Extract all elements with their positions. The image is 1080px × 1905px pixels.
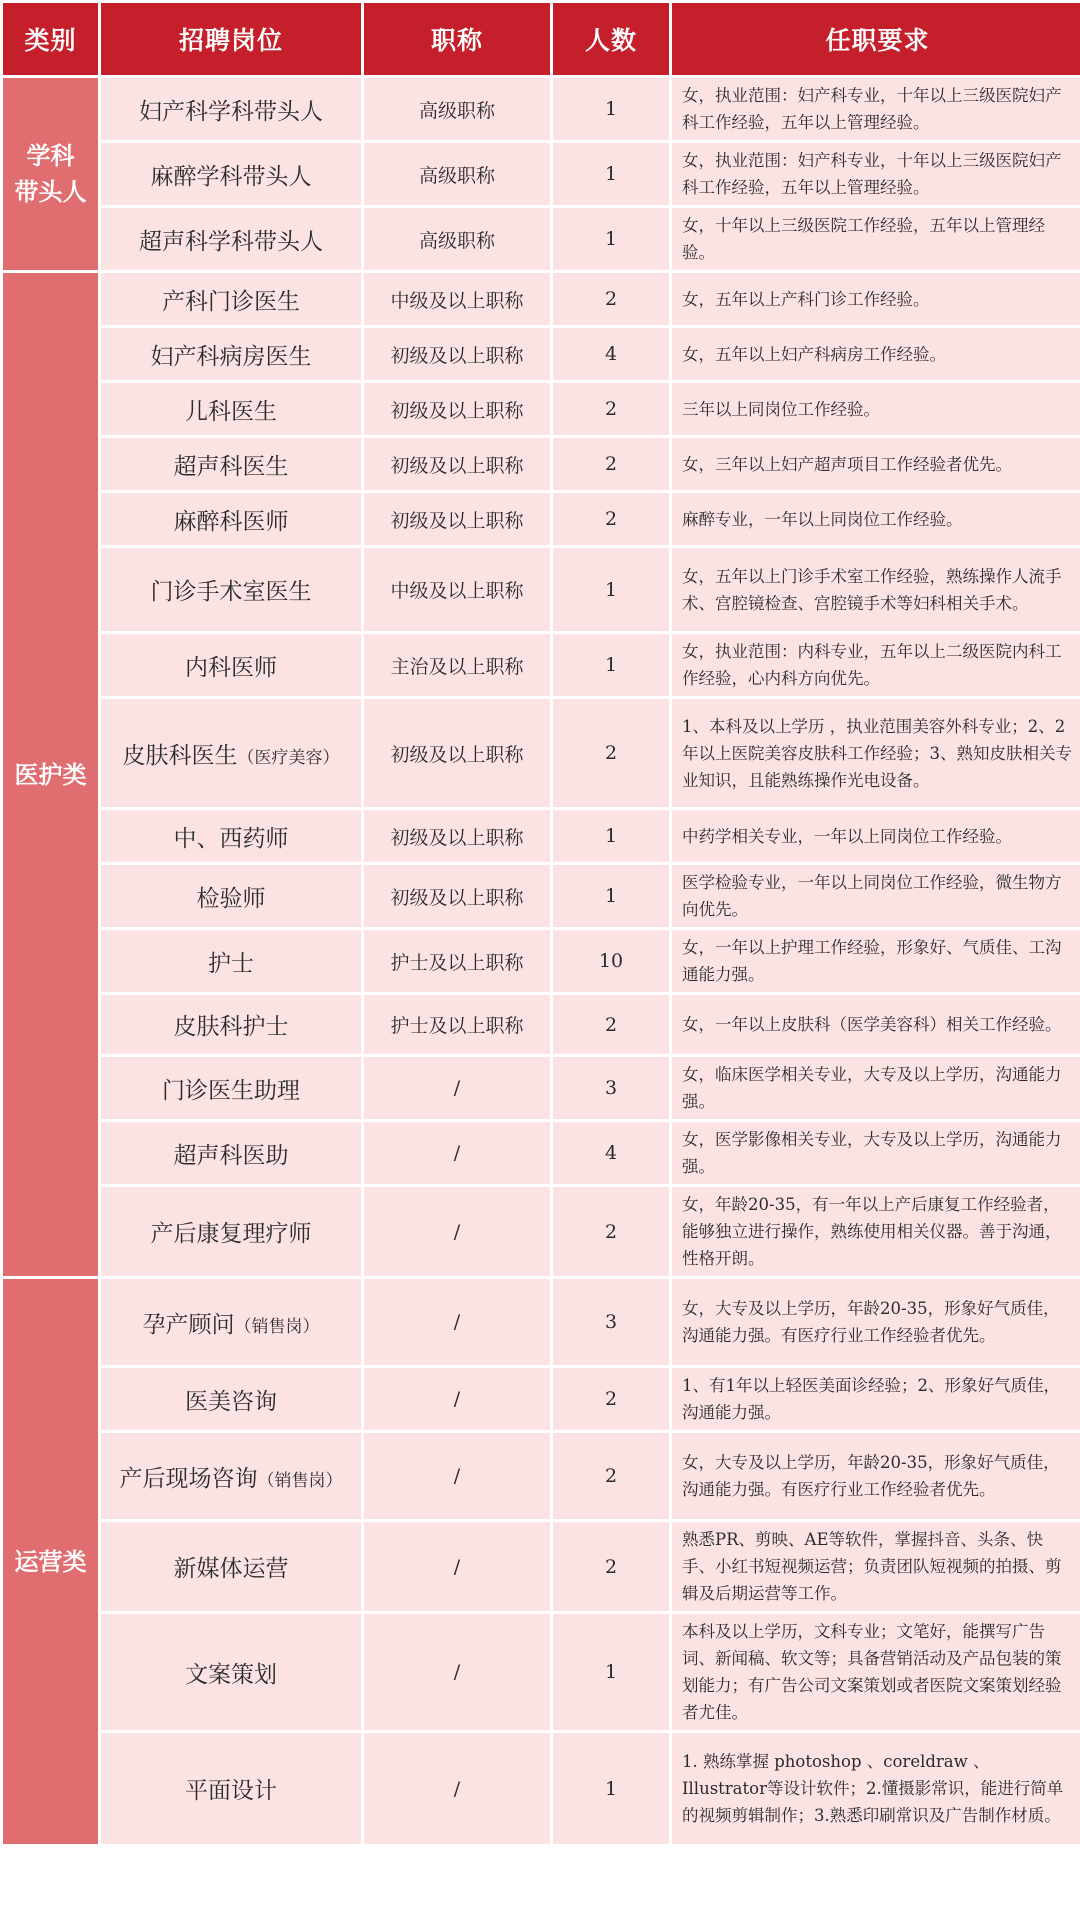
title-cell: 初级及以上职称 (364, 865, 550, 927)
table-row (3, 699, 1080, 807)
table-row (3, 383, 1080, 435)
position-cell (101, 699, 361, 807)
position-cell (101, 1187, 361, 1276)
requirements-cell: 女，十年以上三级医院工作经验，五年以上管理经验。 (672, 208, 1080, 270)
count-cell: 2 (553, 1368, 669, 1430)
position-name: 超声科医助 (173, 1142, 289, 1169)
requirements-cell: 女，三年以上妇产超声项目工作经验者优先。 (672, 438, 1080, 490)
table-row (3, 1433, 1080, 1519)
position-name: 中、西药师 (173, 825, 289, 852)
table-row (3, 865, 1080, 927)
title-cell: / (364, 1057, 550, 1119)
position-name: 文案策划 (185, 1661, 277, 1688)
position-name: 平面设计 (185, 1778, 277, 1804)
table-row (3, 1122, 1080, 1184)
position-name: 麻醉学科带头人 (150, 163, 312, 190)
position-cell (101, 1368, 361, 1430)
requirements-cell: 中药学相关专业，一年以上同岗位工作经验。 (672, 810, 1080, 862)
table-row (3, 438, 1080, 490)
title-cell: / (364, 1368, 550, 1430)
position-name: 内科医师 (185, 654, 277, 681)
category-cell: 运营类 (3, 1279, 98, 1844)
count-cell: 2 (553, 383, 669, 435)
table-row (3, 548, 1080, 631)
requirements-cell: 1、有1年以上轻医美面诊经验；2、形象好气质佳，沟通能力强。 (672, 1368, 1080, 1430)
count-cell: 1 (553, 1733, 669, 1844)
position-name: 儿科医生 (185, 398, 277, 425)
position-name: 麻醉科医师 (173, 508, 289, 535)
table-row (3, 930, 1080, 992)
requirements-cell: 女，一年以上护理工作经验，形象好、气质佳、工沟通能力强。 (672, 930, 1080, 992)
position-cell (101, 78, 361, 140)
requirements-cell: 女，一年以上皮肤科（医学美容科）相关工作经验。 (672, 995, 1080, 1054)
position-cell (101, 810, 361, 862)
count-cell: 4 (553, 328, 669, 380)
position-name: 护士 (208, 950, 254, 977)
table-row (3, 1614, 1080, 1730)
table-body (3, 78, 1080, 1844)
requirements-cell: 医学检验专业，一年以上同岗位工作经验，微生物方向优先。 (672, 865, 1080, 927)
table-row (3, 1733, 1080, 1844)
header-title: 职称 (364, 3, 550, 75)
table-row (3, 143, 1080, 205)
count-cell: 2 (553, 493, 669, 545)
count-cell: 1 (553, 78, 669, 140)
requirements-cell: 女，医学影像相关专业，大专及以上学历，沟通能力强。 (672, 1122, 1080, 1184)
position-cell (101, 438, 361, 490)
requirements-cell: 1、本科及以上学历 ，执业范围美容外科专业；2、2年以上医院美容皮肤科工作经验；3、熟知皮肤相关专业知识，且能熟练操作光电设备。 (672, 699, 1080, 807)
title-cell: 初级及以上职称 (364, 810, 550, 862)
position-name: 超声科医生 (173, 453, 289, 480)
position-name: 门诊医生助理 (162, 1077, 300, 1104)
requirements-cell: 女，临床医学相关专业，大专及以上学历，沟通能力强。 (672, 1057, 1080, 1119)
position-name: 超声科学科带头人 (139, 228, 323, 255)
count-cell: 1 (553, 865, 669, 927)
position-name: 妇产科学科带头人 (139, 98, 323, 125)
table-row (3, 273, 1080, 325)
requirements-cell: 熟悉PR、剪映、AE等软件，掌握抖音、头条、快手、小红书短视频运营；负责团队短视频的拍摄、剪辑及后期运营等工作。 (672, 1522, 1080, 1611)
position-note: （销售岗） (257, 1470, 343, 1491)
title-cell: 护士及以上职称 (364, 930, 550, 992)
position-cell (101, 328, 361, 380)
title-cell: 中级及以上职称 (364, 273, 550, 325)
table-row (3, 1187, 1080, 1276)
position-cell (101, 208, 361, 270)
count-cell: 10 (553, 930, 669, 992)
header-category: 类别 (3, 3, 98, 75)
position-cell (101, 1522, 361, 1611)
position-name: 孕产顾问 (142, 1311, 235, 1338)
requirements-cell: 女，五年以上产科门诊工作经验。 (672, 273, 1080, 325)
title-cell: / (364, 1122, 550, 1184)
requirements-cell: 1. 熟练掌握 photoshop 、coreldraw 、Illustrator等设计软件；2.懂摄影常识，能进行简单的视频剪辑制作；3.熟悉印刷常识及广告制作材质。 (672, 1733, 1080, 1844)
position-cell (101, 273, 361, 325)
position-note: （医疗美容） (237, 747, 340, 768)
requirements-cell: 本科及以上学历，文科专业；文笔好，能撰写广告词、新闻稿、软文等；具备营销活动及产品包装的策划能力；有广告公司文案策划或者医院文案策划经验者尤佳。 (672, 1614, 1080, 1730)
count-cell: 2 (553, 273, 669, 325)
count-cell: 2 (553, 1433, 669, 1519)
position-cell (101, 548, 361, 631)
position-name: 门诊手术室医生 (150, 579, 312, 605)
title-cell: / (364, 1733, 550, 1844)
requirements-cell: 女，执业范围：妇产科专业，十年以上三级医院妇产科工作经验，五年以上管理经验。 (672, 143, 1080, 205)
header-position: 招聘岗位 (101, 3, 361, 75)
requirements-cell: 女，五年以上门诊手术室工作经验，熟练操作人流手术、宫腔镜检查、宫腔镜手术等妇科相关手术。 (672, 548, 1080, 631)
count-cell: 1 (553, 143, 669, 205)
title-cell: / (364, 1433, 550, 1519)
category-cell: 医护类 (3, 273, 98, 1276)
count-cell: 1 (553, 208, 669, 270)
position-cell (101, 1433, 361, 1519)
title-cell: 主治及以上职称 (364, 634, 550, 696)
position-cell (101, 1279, 361, 1365)
count-cell: 1 (553, 810, 669, 862)
position-name: 产后康复理疗师 (150, 1221, 312, 1247)
count-cell: 1 (553, 548, 669, 631)
table-row (3, 1279, 1080, 1365)
position-cell (101, 493, 361, 545)
count-cell: 4 (553, 1122, 669, 1184)
header-row (3, 3, 1080, 75)
requirements-cell: 女，大专及以上学历，年龄20-35，形象好气质佳，沟通能力强。有医疗行业工作经验者优先。 (672, 1279, 1080, 1365)
requirements-cell: 女，年龄20-35，有一年以上产后康复工作经验者，能够独立进行操作，熟练使用相关仪器。善于沟通，性格开朗。 (672, 1187, 1080, 1276)
count-cell: 3 (553, 1279, 669, 1365)
title-cell: / (364, 1279, 550, 1365)
title-cell: / (364, 1522, 550, 1611)
requirements-cell: 女，大专及以上学历，年龄20-35，形象好气质佳，沟通能力强。有医疗行业工作经验者优先。 (672, 1433, 1080, 1519)
title-cell: 初级及以上职称 (364, 328, 550, 380)
requirements-cell: 麻醉专业，一年以上同岗位工作经验。 (672, 493, 1080, 545)
position-cell (101, 1614, 361, 1730)
count-cell: 2 (553, 1522, 669, 1611)
title-cell: 护士及以上职称 (364, 995, 550, 1054)
position-name: 产科门诊医生 (162, 288, 300, 315)
table-row (3, 208, 1080, 270)
category-cell: 学科 带头人 (3, 78, 98, 270)
count-cell: 1 (553, 634, 669, 696)
position-name: 产后现场咨询 (119, 1465, 258, 1492)
table-row (3, 78, 1080, 140)
table-row (3, 493, 1080, 545)
position-cell (101, 1122, 361, 1184)
title-cell: 高级职称 (364, 208, 550, 270)
table-row (3, 328, 1080, 380)
position-cell (101, 383, 361, 435)
position-name: 医美咨询 (185, 1388, 277, 1415)
table-row (3, 1368, 1080, 1430)
requirements-cell: 女，五年以上妇产科病房工作经验。 (672, 328, 1080, 380)
table-row (3, 1057, 1080, 1119)
requirements-cell: 三年以上同岗位工作经验。 (672, 383, 1080, 435)
title-cell: 初级及以上职称 (364, 438, 550, 490)
position-name: 检验师 (196, 885, 266, 912)
position-cell (101, 930, 361, 992)
count-cell: 2 (553, 699, 669, 807)
position-note: （销售岗） (234, 1316, 320, 1337)
position-cell (101, 995, 361, 1054)
position-cell (101, 1057, 361, 1119)
header-requirements: 任职要求 (672, 3, 1080, 75)
title-cell: 中级及以上职称 (364, 548, 550, 631)
header-count: 人数 (553, 3, 669, 75)
table-row (3, 1522, 1080, 1611)
title-cell: 初级及以上职称 (364, 493, 550, 545)
position-cell (101, 143, 361, 205)
count-cell: 2 (553, 995, 669, 1054)
count-cell: 3 (553, 1057, 669, 1119)
title-cell: 初级及以上职称 (364, 383, 550, 435)
position-name: 妇产科病房医生 (150, 343, 312, 370)
table-row (3, 810, 1080, 862)
count-cell: 2 (553, 1187, 669, 1276)
requirements-cell: 女，执业范围：内科专业，五年以上二级医院内科工作经验，心内科方向优先。 (672, 634, 1080, 696)
table-row (3, 995, 1080, 1054)
count-cell: 2 (553, 438, 669, 490)
count-cell: 1 (553, 1614, 669, 1730)
title-cell: / (364, 1187, 550, 1276)
title-cell: 高级职称 (364, 78, 550, 140)
title-cell: / (364, 1614, 550, 1730)
position-cell (101, 865, 361, 927)
position-cell (101, 1733, 361, 1844)
position-name: 皮肤科医生 (122, 742, 238, 769)
position-name: 皮肤科护士 (173, 1014, 289, 1040)
title-cell: 高级职称 (364, 143, 550, 205)
position-cell (101, 634, 361, 696)
title-cell: 初级及以上职称 (364, 699, 550, 807)
table-row (3, 634, 1080, 696)
position-name: 新媒体运营 (173, 1556, 289, 1582)
requirements-cell: 女，执业范围：妇产科专业，十年以上三级医院妇产科工作经验，五年以上管理经验。 (672, 78, 1080, 140)
